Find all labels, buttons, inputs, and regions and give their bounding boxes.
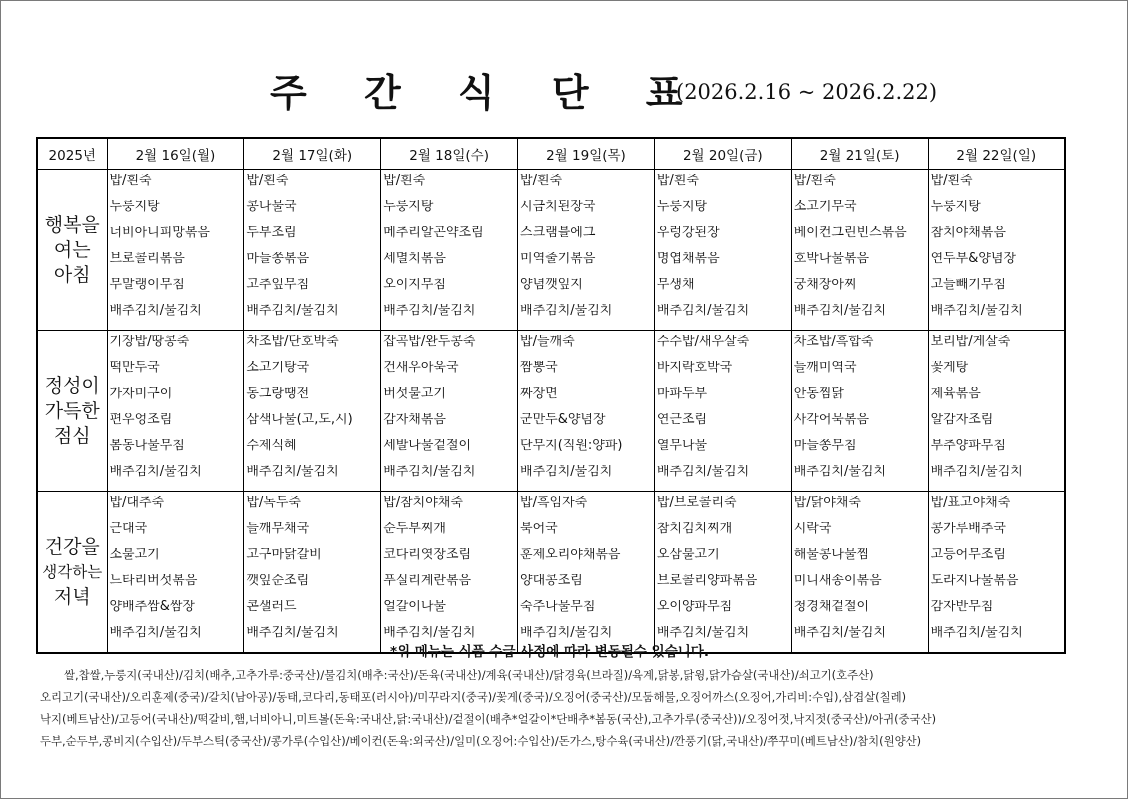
menu-item: 제육볶음 [930,387,981,401]
day-menu-cell [244,170,381,331]
menu-item: 오삼불고기 [656,548,720,562]
menu-item: 배추김치/물김치 [109,626,202,640]
menu-item: 시락국 [793,522,832,536]
menu-item: 누룽지탕 [930,200,981,214]
menu-item: 궁채장아찌 [793,278,857,292]
menu-item: 무말랭이무침 [109,278,185,292]
day-header: 2월 20일(금) [654,138,791,170]
menu-item: 열무나물 [656,439,708,453]
menu-item: 보리밥/게살죽 [930,335,1011,349]
day-menu-cell [381,331,518,492]
menu-item: 숙주나물무침 [520,600,596,614]
day-menu-cell [107,170,244,331]
day-menu-cell [244,492,381,654]
menu-item: 콘샐러드 [246,600,297,614]
menu-item: 감자반무침 [930,600,994,614]
menu-item: 누룽지탕 [383,200,434,214]
menu-item: 배추김치/물김치 [656,465,750,479]
menu-item: 군만두&양념장 [520,413,606,427]
menu-item: 사각어묵볶음 [793,413,870,427]
menu-item: 마늘쫑무침 [793,439,857,453]
menu-item: 고구마닭갈비 [246,548,322,562]
menu-item: 북어국 [520,522,558,536]
origin-line: 두부,순두부,콩비지(수입산)/두부스틱(중국산)/콩가루(수입산)/베이컨(돈육:외국산)/일미(오징어:수입산)/돈가스,탕수육(국내산)/깐풍기(닭,국내산)/쭈꾸미(베트남산)/참치(원양산) [40,734,922,748]
origin-info [40,664,1072,762]
day-menu-cell [791,492,928,654]
menu-item: 미니새송이볶음 [793,574,882,588]
origin-line: 낙지(베트남산)/고등어(국내산)/떡갈비,햄,너비아니,미트볼(돈육:국내산,닭:국내산)/겉절이(배추*얼갈이*단배추*봄동(국산),고추가루(중국산))/오징어젓,낙지젓(중국산)/아귀(중국산) [40,712,937,726]
menu-item: 밥/흰죽 [246,174,289,188]
menu-item: 배추김치/물김치 [383,465,476,479]
menu-item: 떡만두국 [109,361,160,375]
menu-item: 배추김치/물김치 [246,465,339,479]
origin-line: 오리고기(국내산)/오리훈제(중국)/갈치(남아공)/동태,코다리,동태포(러시아)/미꾸라지(중국)/꽃게(중국)/오징어(중국산)/모둠해물,오징어까스(오징어,가리비:수입),삼겹살(칠레) [40,690,907,704]
menu-item: 세발나물겉절이 [383,439,472,453]
menu-item: 단무지(직원:양파) [520,439,623,453]
menu-item: 양념깻잎지 [520,278,583,292]
meal-label-line: 행복을 [44,213,100,236]
menu-item: 밥/흰죽 [656,174,699,188]
menu-item: 고추잎무침 [246,278,310,292]
menu-item: 양배추쌈&쌈장 [109,600,195,614]
menu-item: 차조밥/흑합죽 [793,335,874,349]
day-menu-cell [791,170,928,331]
menu-item: 밥/닭야채죽 [793,496,861,510]
menu-item: 밥/대추죽 [109,496,165,510]
menu-item: 알감자조림 [930,413,994,427]
header-row [37,138,1065,170]
menu-item: 배추김치/물김치 [656,626,750,640]
change-notice: *위 메뉴는 식품 수급 사정에 따라 변동될수 있습니다. [390,644,709,660]
menu-item: 해물콩나물찜 [793,548,870,562]
menu-item: 연근조림 [656,413,708,427]
menu-item: 브로콜리양파볶음 [656,574,758,588]
menu-item: 훈제오리야채볶음 [520,548,621,562]
menu-item: 잡곡밥/완두콩죽 [383,335,476,349]
menu-item: 느타리버섯볶음 [109,574,198,588]
day-menu-cell [518,331,655,492]
menu-item: 밥/참치야채죽 [383,496,463,510]
menu-item: 미역줄기볶음 [520,252,596,266]
menu-item: 고등어무조림 [930,548,1006,562]
menu-item: 부추양파무침 [930,439,1006,453]
menu-item: 배추김치/물김치 [520,465,613,479]
menu-item: 밥/들깨죽 [520,335,575,349]
menu-item: 소고기무국 [793,200,857,214]
menu-item: 배추김치/물김치 [246,626,339,640]
menu-item: 밥/흰죽 [109,174,152,188]
menu-item: 오이지무침 [383,278,446,292]
menu-item: 스크램블에그 [520,226,596,240]
menu-period: (2026.2.16 ~ 2026.2.22) [676,80,938,104]
menu-item: 배추김치/물김치 [793,465,887,479]
meal-label-line: 점심 [53,424,91,447]
day-menu-cell [928,170,1065,331]
menu-item: 수수밥/새우살죽 [656,335,750,349]
menu-item: 밥/흰죽 [383,174,426,188]
meal-label-line: 저녁 [53,585,91,608]
menu-item: 배추김치/물김치 [930,465,1023,479]
day-header: 2월 18일(수) [381,138,518,170]
menu-item: 짬뽕국 [520,361,558,375]
menu-item: 코다리엿장조림 [383,548,472,562]
meal-label-line: 건강을 [44,535,100,558]
day-menu-cell [791,331,928,492]
menu-item: 양대콩조림 [520,574,583,588]
menu-item: 마늘쫑볶음 [246,252,310,266]
menu-item: 기장밥/땅콩죽 [109,335,190,349]
menu-item: 베이컨그린빈스볶음 [793,226,907,240]
day-menu-cell [654,331,791,492]
meal-label-line: 아침 [53,263,91,286]
menu-item: 참치김치찌개 [656,522,733,536]
menu-item: 고들빼기무침 [930,278,1006,292]
day-menu-cell [107,492,244,654]
menu-item: 들깨미역국 [793,361,857,375]
weekly-menu-table [36,137,1066,654]
day-menu-cell [654,492,791,654]
year-header: 2025년 [37,138,107,170]
day-header: 2월 17일(화) [244,138,381,170]
menu-item: 배추김치/물김치 [793,304,887,318]
day-menu-cell [107,331,244,492]
menu-item: 배추김치/물김치 [109,304,202,318]
menu-item: 배추김치/물김치 [246,304,339,318]
menu-item: 밥/흰죽 [520,174,563,188]
menu-item: 푸실리계란볶음 [383,574,472,588]
menu-item: 너비아니피망볶음 [109,226,210,240]
menu-item: 깻잎순조림 [246,574,310,588]
menu-item: 버섯불고기 [383,387,446,401]
menu-item: 삼색나물(고,도,시) [246,413,353,427]
page-title: 주 간 식 단 표 [270,70,705,115]
menu-item: 소불고기 [109,548,160,562]
menu-item: 봄동나물무침 [109,439,185,453]
menu-item: 들깨무채국 [246,522,310,536]
menu-item: 마파두부 [656,387,708,401]
menu-item: 콩나물국 [246,200,297,214]
day-header: 2월 22일(일) [928,138,1065,170]
menu-item: 순두부찌개 [383,522,446,536]
menu-item: 밥/브로콜리죽 [656,496,737,510]
menu-item: 근대국 [109,522,148,536]
menu-item: 안동찜닭 [793,387,844,401]
day-menu-cell [654,170,791,331]
day-menu-cell [244,331,381,492]
menu-item: 배추김치/물김치 [383,626,476,640]
menu-item: 호박나물볶음 [793,252,870,266]
menu-item: 밥/녹두죽 [246,496,301,510]
meal-label-line: 여는 [53,238,91,261]
day-menu-cell [928,331,1065,492]
menu-item: 감자채볶음 [383,413,446,427]
menu-item: 밥/흰죽 [930,174,973,188]
menu-item: 배추김치/물김치 [109,465,202,479]
menu-item: 누룽지탕 [656,200,708,214]
menu-item: 배추김치/물김치 [793,626,887,640]
day-menu-cell [381,170,518,331]
menu-item: 누룽지탕 [109,200,160,214]
day-header: 2월 21일(토) [791,138,928,170]
menu-item: 배추김치/물김치 [520,304,613,318]
origin-line: 쌀,찹쌀,누룽지(국내산)/김치(배추,고추가루:중국산)/물김치(배추:국산)/돈육(국내산)/계육(국내산)/닭경육(브라질)/육계,닭봉,닭윙,닭가슴살(국내산)/쇠고기(호주산) [64,668,874,682]
menu-item: 두부조림 [246,226,297,240]
menu-item: 배추김치/물김치 [930,626,1023,640]
menu-item: 소고기탕국 [246,361,310,375]
menu-item: 밥/표고야채죽 [930,496,1011,510]
menu-item: 청경채겉절이 [793,600,870,614]
menu-item: 연두부&양념장 [930,252,1017,266]
menu-item: 동그랑땡전 [246,387,310,401]
day-menu-cell [928,492,1065,654]
day-header: 2월 19일(목) [518,138,655,170]
day-header: 2월 16일(월) [107,138,244,170]
menu-item: 꽃게탕 [930,361,969,375]
meal-label [37,170,107,331]
menu-item: 가자미구이 [109,387,173,401]
meal-row [37,331,1065,492]
menu-item: 브로콜리볶음 [109,252,185,266]
menu-item: 세멸치볶음 [383,252,446,266]
menu-item: 건새우아욱국 [383,361,459,375]
menu-item: 메추리알곤약조림 [383,226,484,240]
menu-item: 배추김치/물김치 [930,304,1023,318]
meal-row [37,170,1065,331]
menu-item: 명엽채볶음 [656,252,720,266]
menu-item: 얼갈이나물 [383,600,446,614]
menu-item: 오이양파무침 [656,600,733,614]
meal-label-line: 생각하는 [42,562,103,581]
day-menu-cell [381,492,518,654]
day-menu-cell [518,170,655,331]
meal-label-line: 정성이 [44,374,100,397]
menu-item: 바지락호박국 [656,361,733,375]
meal-row [37,492,1065,654]
menu-item: 편우엉조림 [109,413,173,427]
menu-item: 도라지나물볶음 [930,574,1019,588]
menu-item: 시금치된장국 [520,200,596,214]
menu-item: 차조밥/단호박죽 [246,335,339,349]
menu-item: 수제식혜 [246,439,297,453]
menu-item: 무생채 [656,278,695,292]
menu-item: 참치야채볶음 [930,226,1006,240]
menu-item: 콩가루배추국 [930,522,1006,536]
day-menu-cell [518,492,655,654]
menu-item: 밥/흑임자죽 [520,496,588,510]
menu-item: 배추김치/물김치 [656,304,750,318]
meal-label [37,331,107,492]
meal-label-line: 가득한 [44,399,100,422]
meal-label [37,492,107,654]
menu-item: 밥/흰죽 [793,174,836,188]
menu-item: 짜장면 [520,387,558,401]
menu-item: 우렁강된장 [656,226,720,240]
menu-item: 배추김치/물김치 [383,304,476,318]
menu-item: 배추김치/물김치 [520,626,613,640]
